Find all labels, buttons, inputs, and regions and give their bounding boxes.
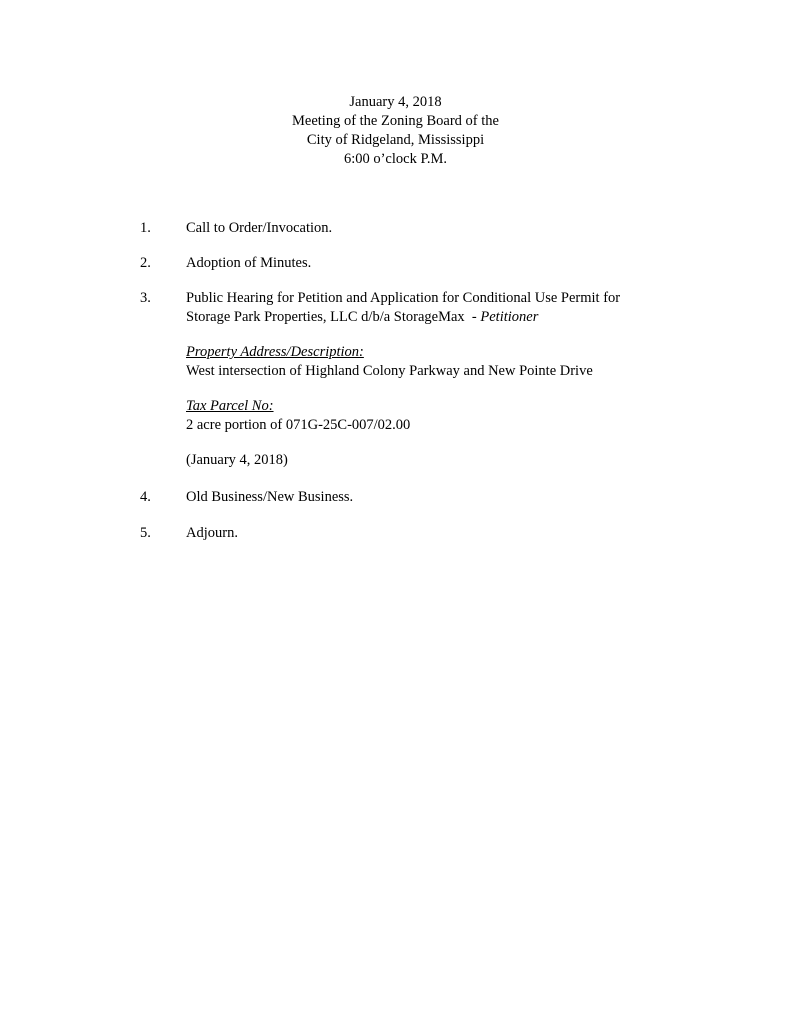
meeting-time: 6:00 o’clock P.M.	[343, 151, 448, 167]
property-address-value: West intersection of Highland Colony Parkway and New Pointe Drive	[186, 363, 593, 379]
agenda-item-text: Old Business/New Business.	[186, 489, 354, 505]
property-address-label: Property Address/Description:	[186, 344, 364, 360]
agenda-item-number: 2.	[140, 255, 151, 271]
meeting-date: January 4, 2018	[349, 94, 442, 110]
agenda-item-text: Adjourn.	[186, 525, 238, 541]
tax-parcel-label: Tax Parcel No:	[186, 398, 274, 414]
hearing-date-note: (January 4, 2018)	[186, 452, 288, 468]
meeting-title-line1: Meeting of the Zoning Board of the	[292, 113, 499, 129]
agenda-item-text-line1: Public Hearing for Petition and Application for Conditional Use Permit for	[186, 290, 621, 306]
agenda-item-body	[186, 289, 646, 470]
agenda-item-number: 5.	[140, 525, 151, 541]
petitioner-label: - Petitioner	[471, 309, 539, 325]
agenda-item-text-line2	[186, 308, 646, 327]
petitioner-name: Storage Park Properties, LLC d/b/a StorageMax	[186, 309, 465, 325]
agenda-item-number: 3.	[140, 290, 151, 306]
agenda-item-text: Adoption of Minutes.	[186, 255, 312, 271]
agenda-item-number: 4.	[140, 489, 151, 505]
agenda-item-text: Call to Order/Invocation.	[186, 220, 333, 236]
meeting-title-line2: City of Ridgeland, Mississippi	[306, 132, 485, 148]
agenda-item-number: 1.	[140, 220, 151, 236]
meeting-header	[0, 93, 791, 169]
tax-parcel-value: 2 acre portion of 071G-25C-007/02.00	[186, 417, 411, 433]
